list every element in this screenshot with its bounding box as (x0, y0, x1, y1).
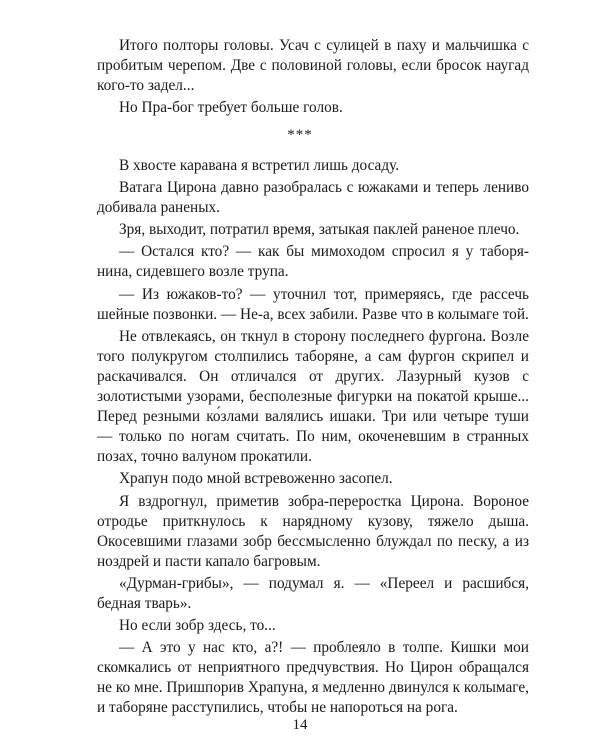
section-separator: *** (287, 127, 313, 143)
paragraph: Но если зобр здесь, то... (119, 617, 276, 635)
paragraph: Я вздрогнул, приметив зобра-переростка Цирона. Вороное отродье приткнулось к нарядному кузову, тяжело дыша. Окосевшими глазами зобр бессмысленно блуждал по песку, а из ноздрей и пасти капало багровым. (97, 492, 529, 570)
paragraph: Ватага Цирона давно разобралась с южаками и теперь лениво добивала раненых. (97, 179, 529, 217)
paragraph: Не отвлекаясь, он ткнул в сторону последнего фургона. Возле того полукругом столпились таборяне, а сам фургон скрипел и раскачивался. Он отличался от других. Лазурный кузов с золотистыми узорами, бесполезные фигурки на покатой крыше... Перед резными ко́злами валялись ишаки. Три или четыре туши — только по ногам считать. По ним, окоченевшим в странных позах, точно валуном прокатили. (97, 327, 529, 466)
dialogue-paragraph: — Из южаков-то? — уточнил тот, примеряясь, где рассечь шейные позвонки. — Не-а, всех забили. Разве что в колымаге той. (97, 285, 529, 323)
dialogue-paragraph: — Остался кто? — как бы мимоходом спросил я у таборянина, сидевшего возле трупа. (97, 243, 529, 281)
paragraph: Но Пра-бог требует больше голов. (119, 99, 343, 117)
top-text-block (97, 36, 529, 120)
dialogue-paragraph: — А это у нас кто, а?! — проблеяло в толпе. Кишки мои скомкались от неприятного предчувствия. Но Цирон обращался не ко мне. Пришпорив Храпуна, я медленно двинулся к колымаге, и таборяне расступились, чтобы не напороться на рога. (97, 639, 529, 717)
main-text-block (97, 156, 529, 721)
paragraph: Итого полторы головы. Усач с сулицей в паху и мальчишка с пробитым черепом. Две с половиной головы, если бросок наугад кого-то задел... (97, 37, 529, 95)
paragraph: Храпун подо мной встревоженно засопел. (119, 470, 393, 488)
paragraph: В хвосте каравана я встретил лишь досаду. (119, 157, 400, 174)
page-number: 14 (292, 717, 308, 733)
paragraph: «Дурман-грибы», — подумал я. — «Переел и расшибся, бедная тварь». (97, 574, 529, 612)
paragraph: Зря, выходит, потратил время, затыкая паклей раненое плечо. (119, 221, 520, 239)
